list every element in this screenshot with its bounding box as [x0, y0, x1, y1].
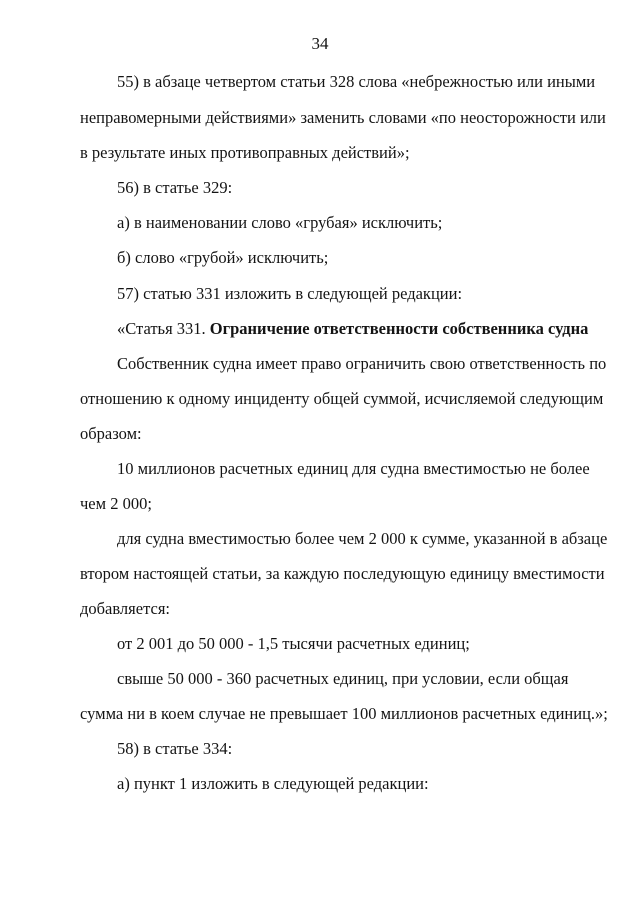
ten-million-line-2: чем 2 000;	[80, 494, 152, 513]
article-heading-prefix: «Статья 331.	[117, 319, 206, 338]
owner-right-line-2: отношению к одному инциденту общей суммой, исчисляемой следующим	[80, 389, 604, 408]
owner-right-line-1: Собственник судна имеет право ограничить свою ответственность по	[117, 354, 607, 373]
over-2000-line-3: добавляется:	[80, 599, 170, 618]
over-50000-line-1: свыше 50 000 - 360 расчетных единиц, при условии, если общая	[117, 669, 569, 688]
paragraph-56: 56) в статье 329:	[117, 178, 233, 197]
paragraph-57: 57) статью 331 изложить в следующей редакции:	[117, 284, 463, 303]
ten-million-line-1: 10 миллионов расчетных единиц для судна вместимостью не более	[117, 459, 590, 478]
paragraph-55-line-3: в результате иных противоправных действий»;	[80, 143, 410, 162]
paragraph-58: 58) в статье 334:	[117, 739, 233, 758]
over-2000-line-2: втором настоящей статьи, за каждую последующую единицу вместимости	[80, 564, 605, 583]
owner-right-line-3: образом:	[80, 424, 142, 443]
article-heading-title: Ограничение ответственности собственника судна	[209, 319, 589, 338]
page-number: 34	[311, 34, 329, 53]
paragraph-55-line-1: 55) в абзаце четвертом статьи 328 слова «небрежностью или иными	[117, 72, 596, 91]
paragraph-55-line-2: неправомерными действиями» заменить словами «по неосторожности или	[80, 108, 606, 127]
over-2000-line-1: для судна вместимостью более чем 2 000 к сумме, указанной в абзаце	[117, 529, 608, 548]
range-1: от 2 001 до 50 000 - 1,5 тысячи расчетных единиц;	[117, 634, 470, 653]
paragraph-56-a: а) в наименовании слово «грубая» исключить;	[117, 213, 443, 232]
article-heading	[117, 319, 588, 339]
paragraph-56-b: б) слово «грубой» исключить;	[117, 248, 329, 267]
paragraph-58-a: а) пункт 1 изложить в следующей редакции:	[117, 774, 429, 793]
over-50000-line-2: сумма ни в коем случае не превышает 100 миллионов расчетных единиц.»;	[80, 704, 608, 723]
